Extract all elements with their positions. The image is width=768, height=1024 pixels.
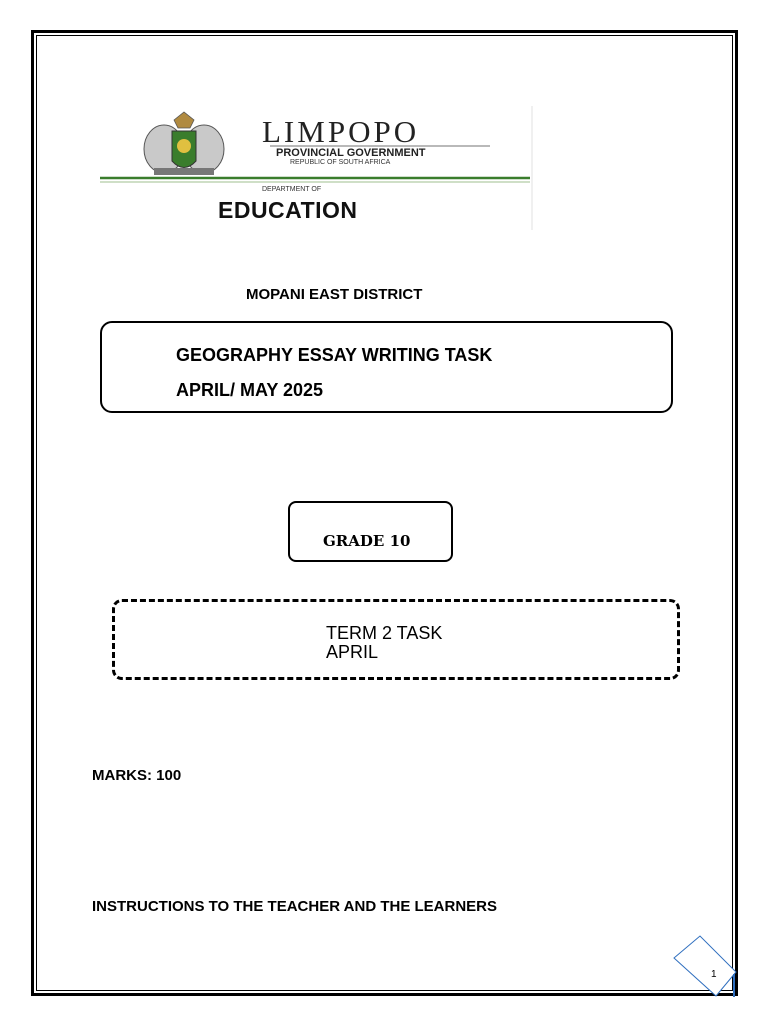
term-label: TERM 2 TASK [326,623,443,643]
page-corner-icon [672,934,738,998]
instructions-heading: INSTRUCTIONS TO THE TEACHER AND THE LEARNERS [92,898,498,915]
logo-department-name: EDUCATION [218,197,358,223]
page-number: 1 [711,969,717,980]
task-title: GEOGRAPHY ESSAY WRITING TASK [176,345,493,365]
grade-label: GRADE 10 [323,532,411,550]
district-heading: MOPANI EAST DISTRICT [246,286,423,303]
logo-title: LIMPOPO [262,114,420,149]
term-clipped-text-value: APRIL [326,642,379,662]
term-clipped-text [326,642,406,662]
marks-label: MARKS: 100 [92,767,182,784]
logo-country: REPUBLIC OF SOUTH AFRICA [290,159,391,166]
task-date: APRIL/ MAY 2025 [176,380,324,400]
logo-subtitle: PROVINCIAL GOVERNMENT [276,147,426,159]
logo-department: DEPARTMENT OF [262,186,322,193]
